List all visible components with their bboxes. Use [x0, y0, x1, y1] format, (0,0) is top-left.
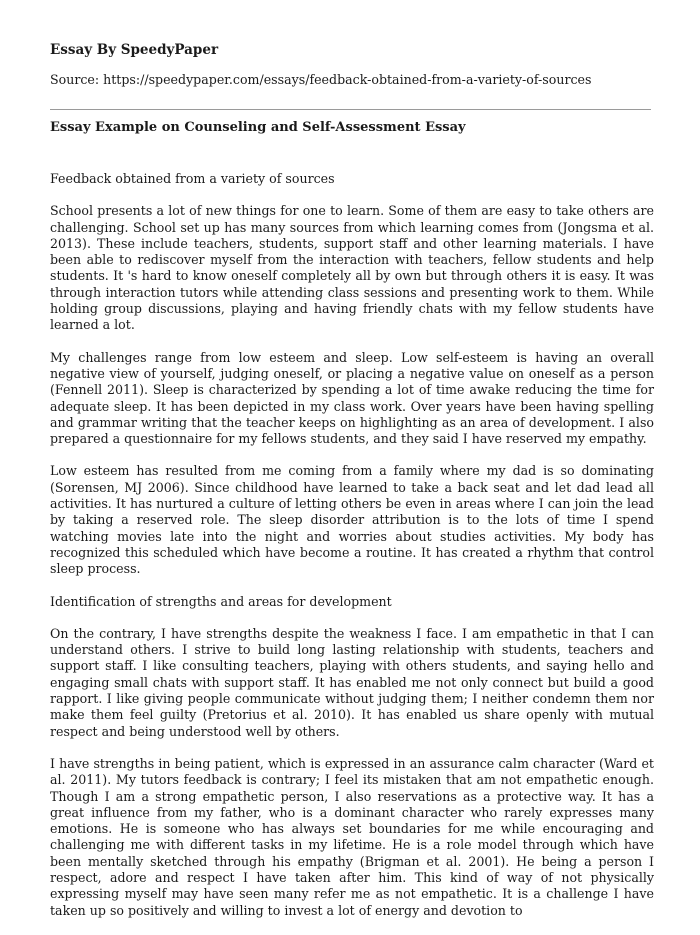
header-divider	[50, 109, 651, 110]
essay-title: Essay Example on Counseling and Self-Assessment Essay	[50, 120, 466, 135]
essay-body	[50, 171, 654, 935]
paragraph: My challenges range from low esteem and sleep. Low self-esteem is having an overall negative view of yourself, judging oneself, or placing a negative value on oneself as a person (Fennell 2011). Sleep is characterized by spending a lot of time awake reducing the time for adequate sleep. It has been depicted in my class work. Over years have been having spelling and grammar writing that the teacher keeps on highlighting as an area of development. I also prepared a questionnaire for my fellows students, and they said I have reserved my empathy.	[50, 349, 654, 447]
paragraph: Low esteem has resulted from me coming from a family where my dad is so dominating (Sorensen, MJ 2006). Since childhood have learned to take a back seat and let dad lead all activities. It has nurtured a culture of letting others be even in areas where I can join the lead by taking a reserved role. The sleep disorder attribution is to the lots of time I spend watching movies late into the night and worries about studies activities. My body has recognized this scheduled which have become a routine. It has created a rhythm that control sleep process.	[50, 463, 654, 577]
paragraph: On the contrary, I have strengths despite the weakness I face. I am empathetic in that I can understand others. I strive to build long lasting relationship with students, teachers and support staff. I like consulting teachers, playing with others students, and saying hello and engaging small chats with support staff. It has enabled me not only connect but build a good rapport. I like giving people communicate without judging them; I neither condemn them nor make them feel guilty (Pretorius et al. 2010). It has enabled us share openly with mutual respect and being understood well by others.	[50, 625, 654, 739]
source-url: https://speedypaper.com/essays/feedback-obtained-from-a-variety-of-sources	[103, 72, 592, 87]
site-title: Essay By SpeedyPaper	[50, 42, 219, 58]
source-label: Source:	[50, 72, 104, 87]
section-heading-feedback: Feedback obtained from a variety of sources	[50, 171, 335, 186]
source-line	[50, 72, 591, 87]
section-heading-strengths: Identification of strengths and areas for development	[50, 593, 392, 609]
paragraph: School presents a lot of new things for one to learn. Some of them are easy to take others are challenging. School set up has many sources from which learning comes from (Jongsma et al. 2013). These include teachers, students, support staff and other learning materials. I have been able to rediscover myself from the interaction with teachers, fellow students and help students. It 's hard to know oneself completely all by own but through others it is easy. It was through interaction tutors while attending class sessions and presenting work to them. While holding group discussions, playing and having friendly chats with my fellow students have learned a lot.	[50, 203, 654, 333]
paragraph: I have strengths in being patient, which is expressed in an assurance calm character (Ward et al. 2011). My tutors feedback is contrary; I feel its mistaken that am not empathetic enough. Though I am a strong empathetic person, I also reservations as a protective way. It has a great influence from my father, who is a dominant character who rarely expresses many emotions. He is someone who has always set boundaries for me while encouraging and challenging me with different tasks in my lifetime. He is a role model through which have been mentally sketched through his empathy (Brigman et al. 2001). He being a person I respect, adore and respect I have taken after him. This kind of way of not physically expressing myself may have seen many refer me as not empathetic. It is a challenge I have taken up so positively and willing to invest a lot of energy and devotion to	[50, 755, 654, 918]
